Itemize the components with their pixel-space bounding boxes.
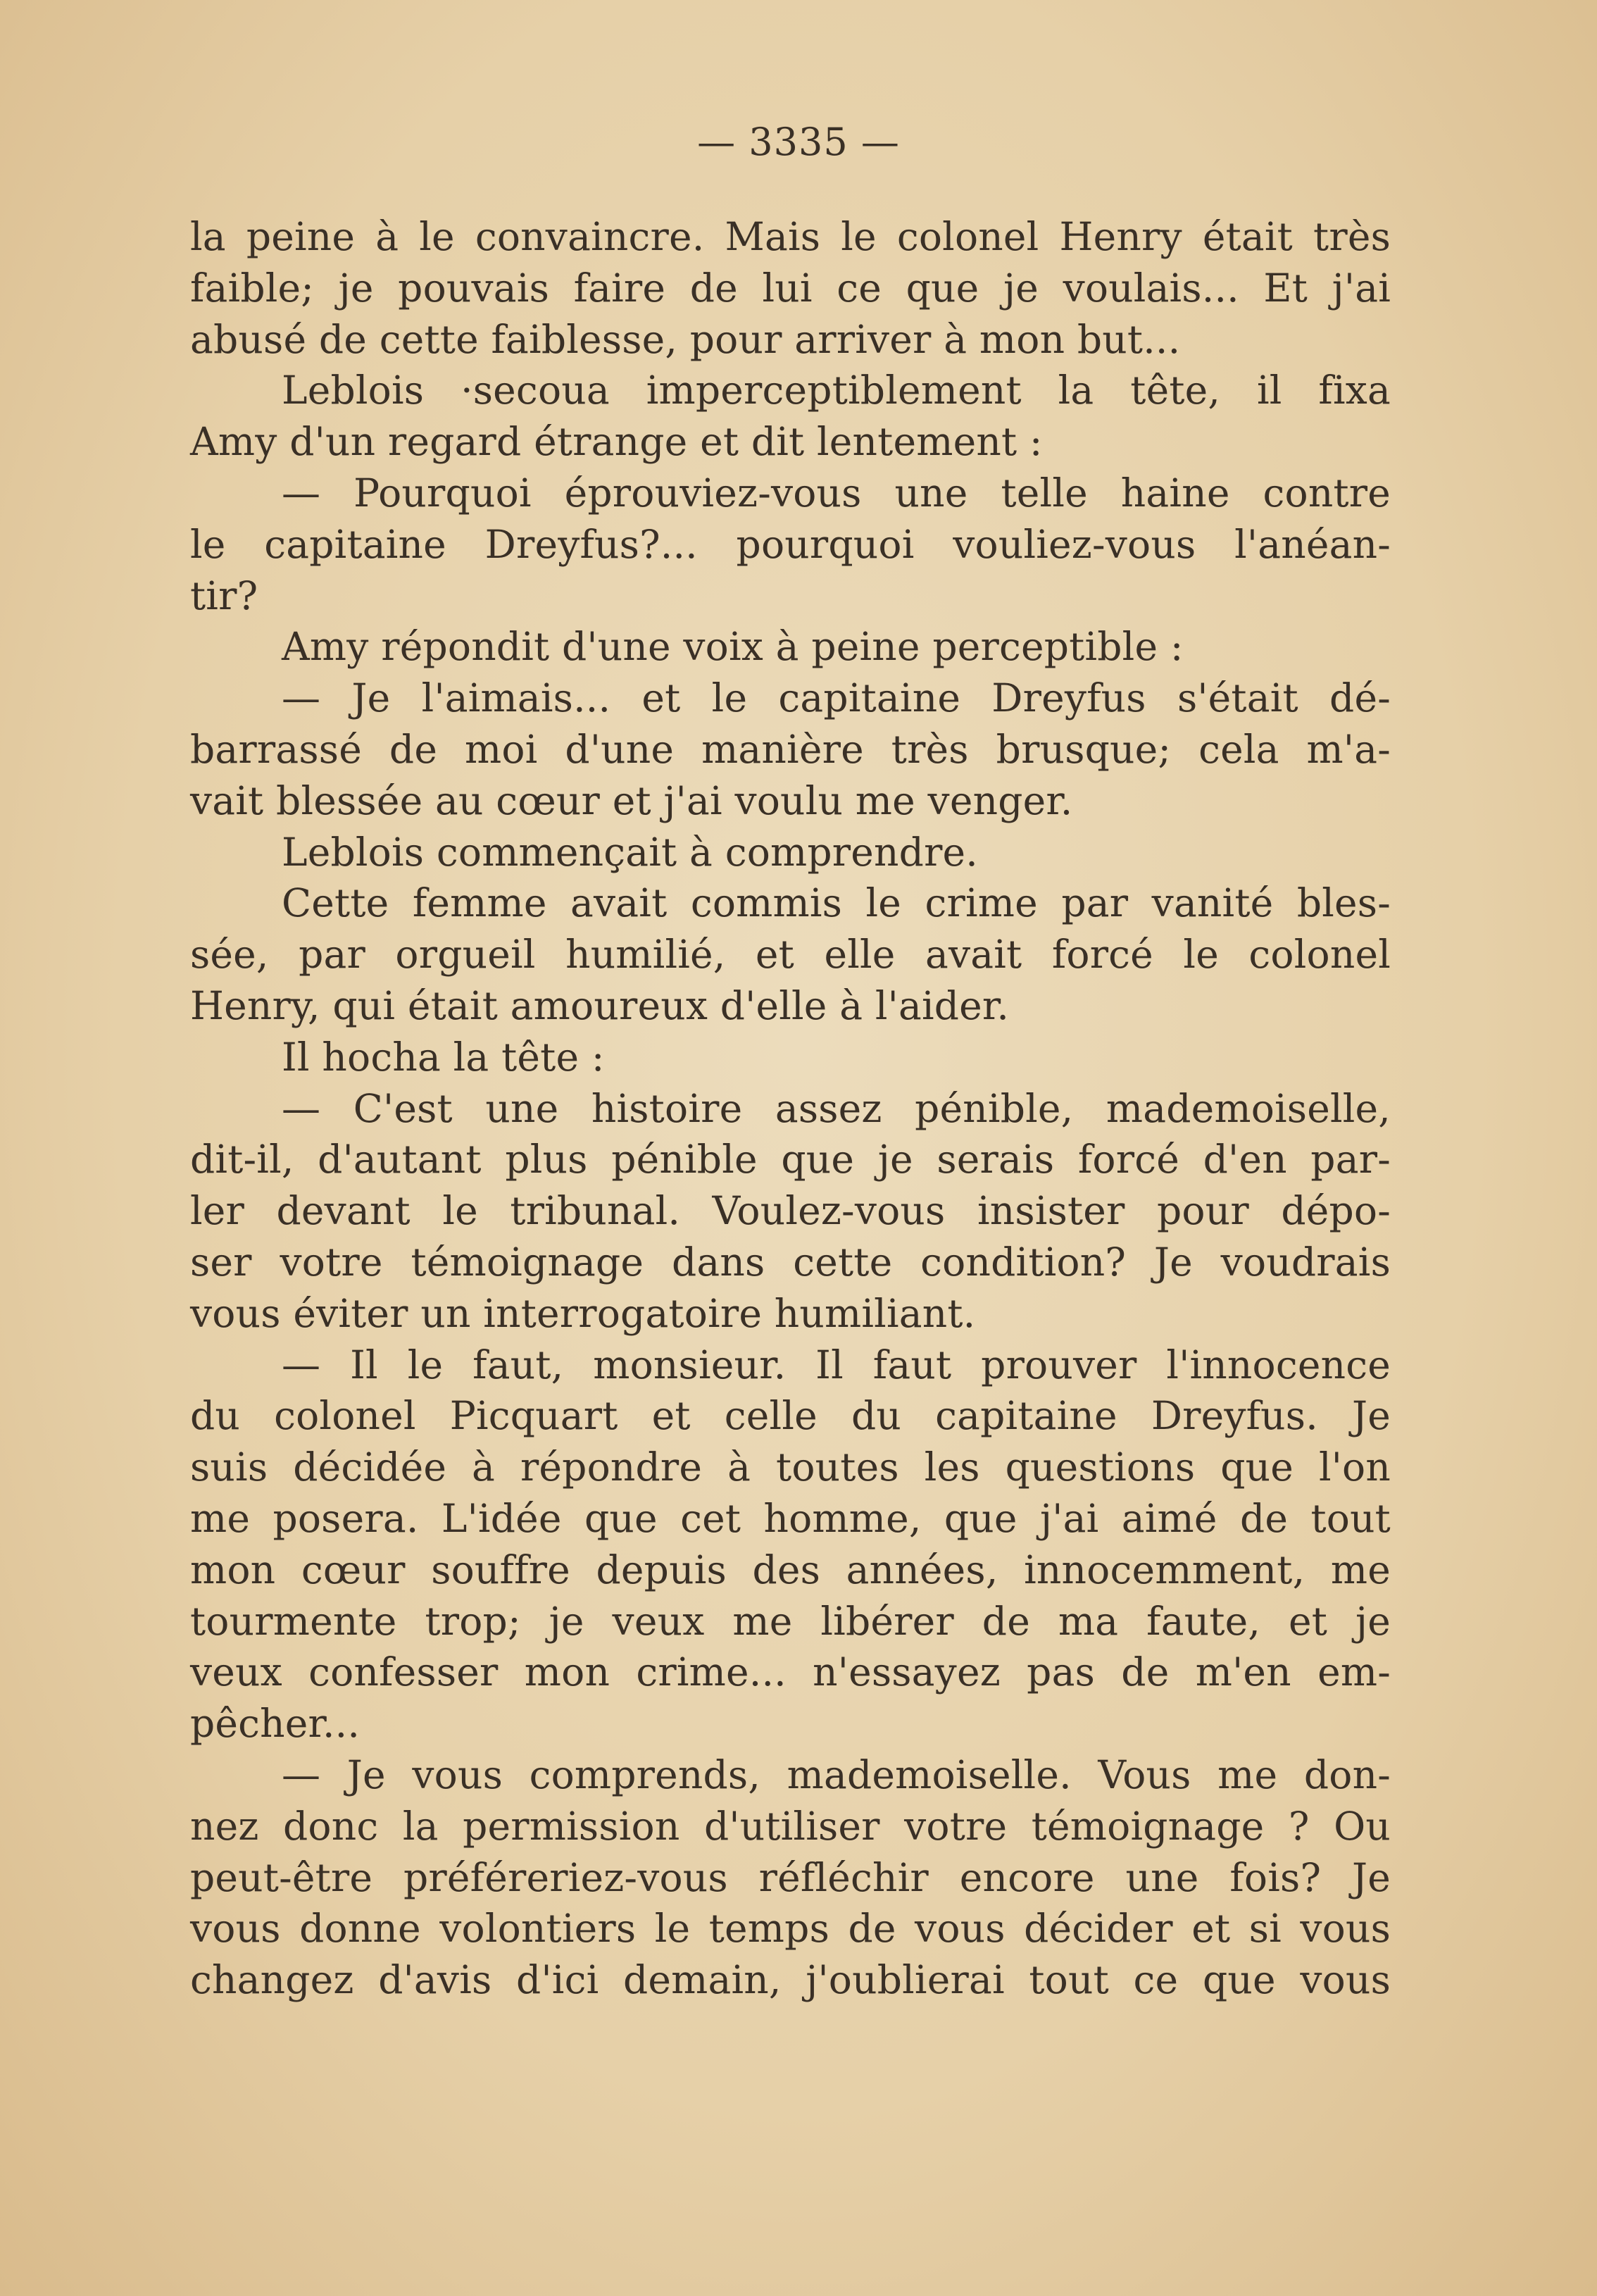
text-line: Amy répondit d'une voix à peine perceptible : [282,624,1184,670]
text-line: — C'est une histoire assez pénible, mademoiselle, [282,1085,1391,1131]
text-line: faible; je pouvais faire de lui ce que je voulais... Et j'ai [190,265,1391,311]
text-line: ser votre témoignage dans cette condition? Je voudrais [190,1239,1391,1285]
text-line: Amy d'un regard étrange et dit lentement : [190,419,1043,465]
text-line: Leblois commençait à comprendre. [282,829,978,875]
text-line: — Il le faut, monsieur. Il faut prouver l'innocence [282,1342,1391,1387]
text-line: suis décidée à répondre à toutes les questions que l'on [190,1445,1391,1490]
text-line: — Pourquoi éprouviez-vous une telle haine contre [282,470,1391,516]
text-line: — Je vous comprends, mademoiselle. Vous me don- [282,1752,1391,1797]
text-line: tir? [190,573,258,618]
text-line: abusé de cette faiblesse, pour arriver à mon but... [190,316,1181,362]
text-line: me posera. L'idée que cet homme, que j'ai aimé de tout [190,1495,1391,1541]
text-line: la peine à le convaincre. Mais le colonel Henry était très [190,214,1391,259]
text-line: du colonel Picquart et celle du capitaine Dreyfus. Je [190,1393,1391,1439]
text-line: nez donc la permission d'utiliser votre témoignage ? Ou [190,1803,1391,1849]
text-line: tourmente trop; je veux me libérer de ma faute, et je [190,1598,1391,1644]
text-line: Il hocha la tête : [282,1034,605,1080]
text-line: barrassé de moi d'une manière très brusque; cela m'a- [190,726,1391,772]
text-line: peut-être préféreriez-vous réfléchir encore une fois? Je [190,1854,1391,1900]
text-line: Henry, qui était amoureux d'elle à l'aider. [190,982,1010,1028]
text-line: ler devant le tribunal. Voulez-vous insister pour dépo- [190,1188,1391,1234]
text-line: vous donne volontiers le temps de vous décider et si vous [190,1906,1391,1952]
text-line: veux confesser mon crime... n'essayez pas de m'en em- [190,1649,1391,1695]
text-line: Cette femme avait commis le crime par vanité bles- [282,880,1391,926]
text-line: mon cœur souffre depuis des années, innocemment, me [190,1547,1391,1592]
page-number: — 3335 — [697,120,900,164]
text-line: sée, par orgueil humilié, et elle avait forcé le colonel [190,932,1391,978]
text-line: pêcher... [190,1701,361,1747]
text-line: vous éviter un interrogatoire humiliant. [190,1290,976,1336]
text-line: Leblois ·secoua imperceptiblement la tête, il fixa [282,368,1391,413]
text-line: vait blessée au cœur et j'ai voulu me venger. [190,778,1073,823]
text-line: dit-il, d'autant plus pénible que je serais forcé d'en par- [190,1137,1391,1183]
text-line: le capitaine Dreyfus?... pourquoi vouliez-vous l'anéan- [190,521,1391,567]
body-text [190,211,1391,2006]
text-line: — Je l'aimais... et le capitaine Dreyfus s'était dé- [282,675,1391,721]
text-line: changez d'avis d'ici demain, j'oublierai tout ce que vous [190,1957,1391,2003]
